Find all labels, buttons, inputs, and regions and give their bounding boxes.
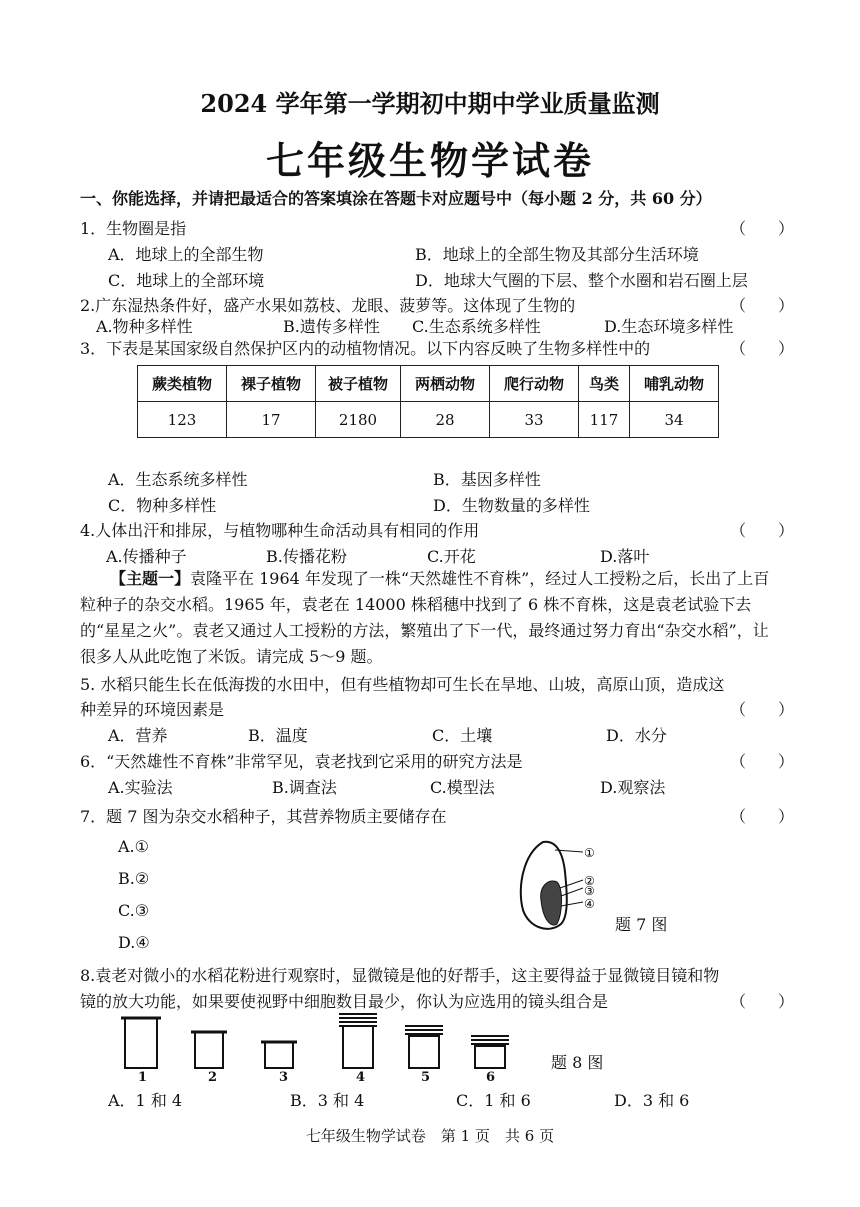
lens-label-1: 1 [138, 1070, 148, 1085]
table-header-cell: 爬行动物 [490, 366, 579, 402]
figure8-caption: 题 8 图 [551, 1053, 604, 1072]
q7-option-b: B.② [118, 869, 150, 888]
lens-4 [339, 1014, 377, 1068]
q4-stem: 4.人体出汗和排尿，与植物哪种生命活动具有相同的作用 [80, 521, 480, 540]
q6-option-a: A.实验法 [108, 778, 173, 797]
lens-6 [471, 1036, 509, 1068]
q8-stem-line1: 8.袁老对微小的水稻花粉进行观察时，显微镜是他的好帮手，这主要得益于显微镜目镜和物 [80, 966, 720, 985]
lens-label-6: 6 [486, 1070, 496, 1085]
q7-stem: 7．题 7 图为杂交水稻种子，其营养物质主要储存在 [80, 807, 447, 826]
q3-option-b: B．基因多样性 [433, 470, 541, 489]
q1-stem: 1．生物圈是指 [80, 219, 187, 238]
exam-title: 2024 学年第一学期初中期中学业质量监测 [200, 89, 660, 118]
q7-option-c: C.③ [118, 901, 150, 920]
table-header-cell: 被子植物 [316, 366, 401, 402]
q4-option-b: B.传播花粉 [266, 547, 347, 566]
seed-label-2: ② [584, 874, 595, 888]
q6-stem: 6．“天然雄性不育株”非常罕见，袁老找到它采用的研究方法是 [80, 752, 523, 771]
q7-answer-paren: （ ） [730, 807, 795, 826]
q1-option-c: C．地球上的全部环境 [108, 271, 265, 290]
q4-option-d: D.落叶 [600, 547, 650, 566]
rice-seed-figure [505, 828, 615, 938]
q3-option-d: D．生物数量的多样性 [433, 496, 590, 515]
topic1-paragraph [80, 566, 780, 670]
seed-label-1: ① [584, 846, 595, 860]
q5-answer-paren: （ ） [730, 700, 795, 719]
exam-subtitle: 七年级生物学试卷 [265, 138, 594, 183]
q4-option-a: A.传播种子 [106, 547, 187, 566]
seed-label-3: ③ [584, 884, 595, 898]
table-header-cell: 裸子植物 [227, 366, 316, 402]
section-heading: 一、你能选择，并请把最适合的答案填涂在答题卡对应题号中（每小题 2 分，共 60 分） [80, 189, 712, 208]
seed-label-4: ④ [584, 897, 595, 911]
lens-label-5: 5 [421, 1070, 431, 1085]
lens-figure [115, 1010, 525, 1085]
q6-option-c: C.模型法 [430, 778, 495, 797]
q1-option-a: A．地球上的全部生物 [108, 245, 264, 264]
q6-answer-paren: （ ） [730, 752, 795, 771]
q5-stem-line2: 种差异的环境因素是 [80, 700, 225, 719]
q2-option-c: C.生态系统多样性 [412, 317, 541, 336]
table-cell: 123 [138, 402, 227, 438]
q4-answer-paren: （ ） [730, 521, 795, 540]
q3-stem: 3．下表是某国家级自然保护区内的动植物情况。以下内容反映了生物多样性中的 [80, 339, 651, 358]
lens-label-2: 2 [208, 1070, 218, 1085]
table-header-cell: 哺乳动物 [630, 366, 719, 402]
q8-option-d: D．3 和 6 [614, 1091, 690, 1110]
q1-answer-paren: （ ） [730, 219, 795, 238]
table-cell: 17 [227, 402, 316, 438]
table-header-cell: 两栖动物 [401, 366, 490, 402]
q1-option-b: B．地球上的全部生物及其部分生活环境 [415, 245, 699, 264]
q8-option-c: C．1 和 6 [456, 1091, 531, 1110]
lens-1 [121, 1018, 161, 1068]
q5-option-d: D．水分 [606, 726, 667, 745]
table-header-row [138, 366, 719, 402]
q3-option-c: C．物种多样性 [108, 496, 217, 515]
q7-option-d: D.④ [118, 933, 150, 952]
q8-stem-line2: 镜的放大功能，如果要使视野中细胞数目最少，你认为应选用的镜头组合是 [80, 992, 609, 1011]
lens-label-4: 4 [356, 1070, 366, 1085]
q3-option-a: A．生态系统多样性 [108, 470, 248, 489]
q2-answer-paren: （ ） [730, 296, 795, 315]
topic1-text: 袁隆平在 1964 年发现了一株“天然雄性不育株”，经过人工授粉之后，长出了上百粒种子的杂交水稻。1965 年，袁老在 14000 株稻穗中找到了 6 株不育株，这是袁老试验下去的“星星之火”。袁老又通过人工授粉的方法，繁殖出了下一代，最终通过努力育出“杂交水稻”，让很多人从此吃饱了米饭。请完成 5～9 题。 [80, 569, 770, 666]
lens-2 [191, 1032, 227, 1068]
table-cell: 33 [490, 402, 579, 438]
q7-option-a: A.① [118, 837, 149, 856]
q5-option-c: C．土壤 [432, 726, 493, 745]
table-header-cell: 鸟类 [579, 366, 630, 402]
q2-option-a: A.物种多样性 [96, 317, 193, 336]
q2-option-d: D.生态环境多样性 [604, 317, 734, 336]
seed-embryo [541, 881, 562, 925]
table-cell: 28 [401, 402, 490, 438]
figure7-caption: 题 7 图 [615, 915, 668, 934]
table-cell: 34 [630, 402, 719, 438]
q8-option-b: B．3 和 4 [290, 1091, 365, 1110]
q6-option-b: B.调查法 [272, 778, 337, 797]
q3-answer-paren: （ ） [730, 339, 795, 358]
table-row [138, 402, 719, 438]
q1-option-d: D．地球大气圈的下层、整个水圈和岩石圈上层 [415, 271, 748, 290]
lens-label-3: 3 [279, 1070, 289, 1085]
table-header-cell: 蕨类植物 [138, 366, 227, 402]
page-footer: 七年级生物学试卷 第 1 页 共 6 页 [305, 1127, 555, 1145]
q5-stem-line1: 5. 水稻只能生长在低海拨的水田中，但有些植物却可生长在旱地、山坡，高原山顶，造成这 [80, 675, 725, 694]
q8-answer-paren: （ ） [730, 992, 795, 1011]
q2-option-b: B.遗传多样性 [283, 317, 380, 336]
q5-option-b: B．温度 [248, 726, 308, 745]
species-table [137, 365, 719, 438]
q4-option-c: C.开花 [427, 547, 476, 566]
table-cell: 2180 [316, 402, 401, 438]
table-cell: 117 [579, 402, 630, 438]
q6-option-d: D.观察法 [600, 778, 666, 797]
q5-option-a: A．营养 [108, 726, 168, 745]
q8-option-a: A．1 和 4 [108, 1091, 183, 1110]
q2-stem: 2.广东湿热条件好，盛产水果如荔枝、龙眼、菠萝等。这体现了生物的 [80, 296, 576, 315]
topic1-label: 【主题一】 [110, 569, 191, 588]
lens-3 [261, 1042, 297, 1068]
lens-5 [405, 1026, 443, 1068]
